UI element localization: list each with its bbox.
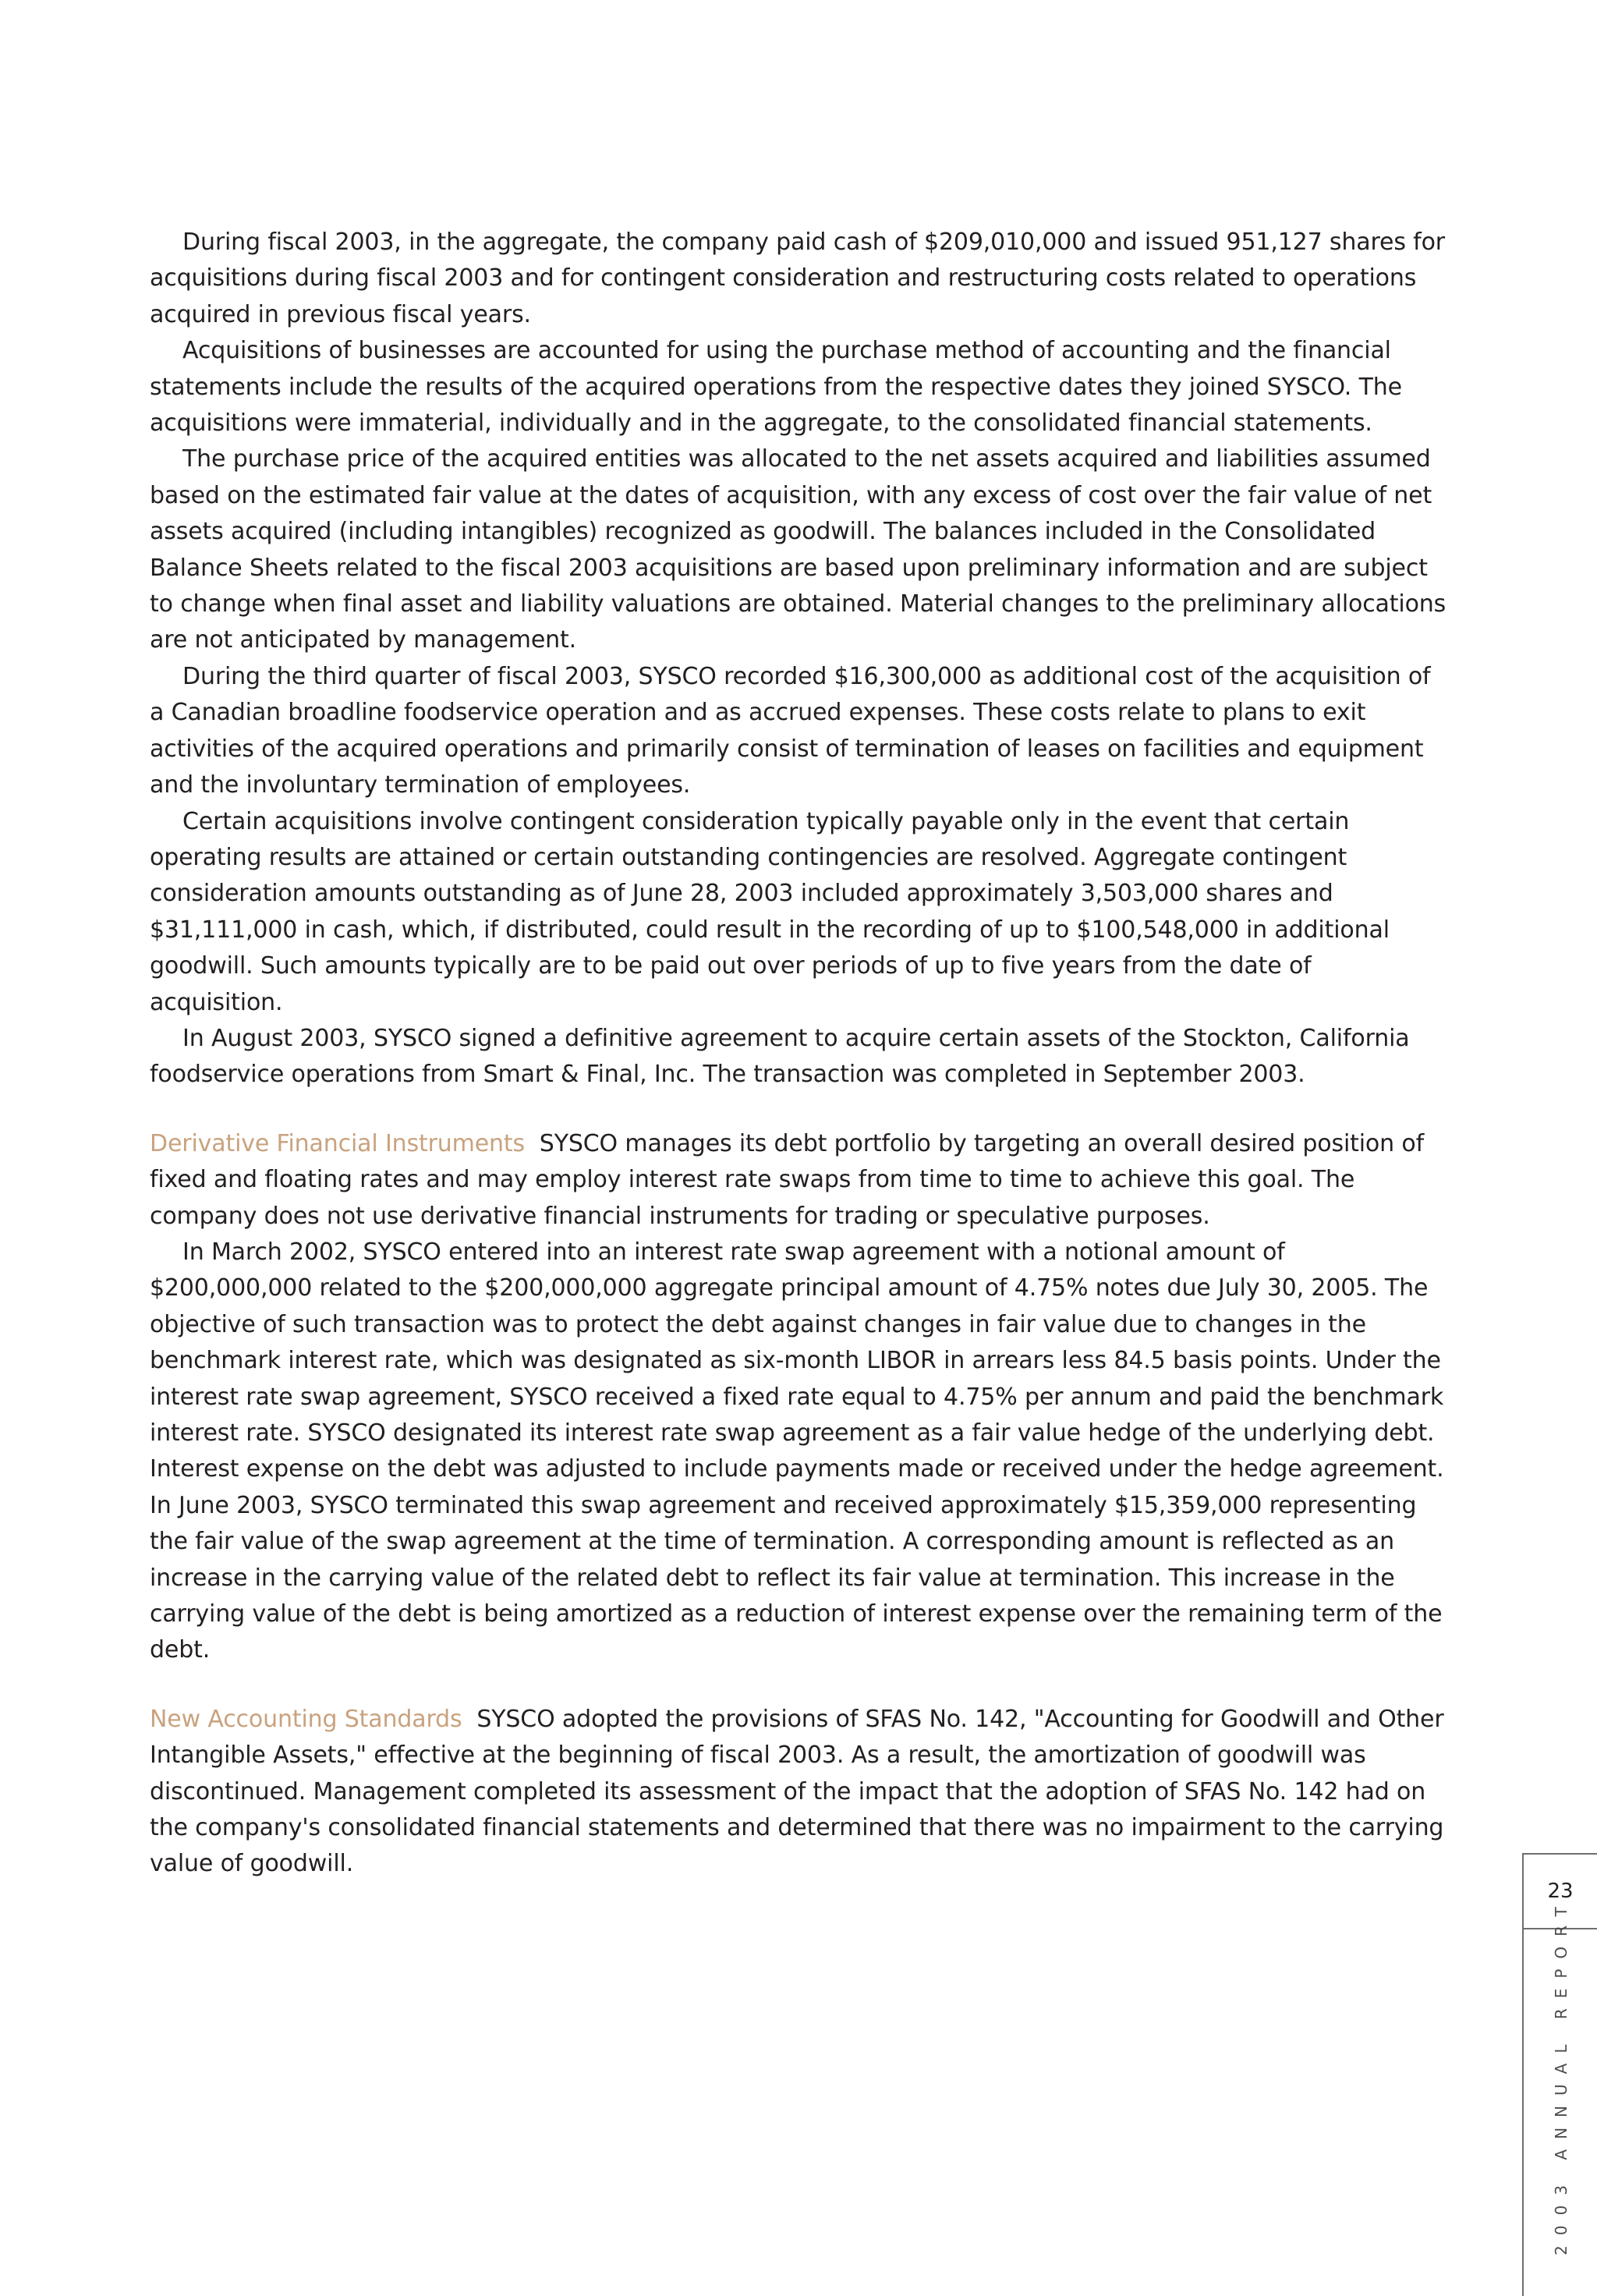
derivatives-lead-text: SYSCO manages its debt portfolio by targeting an overall desired position of fixed and floating rates and may employ interest rate swaps from time to time to achieve this goal. The company does not use derivative financial instruments for trading or speculative purposes. <box>150 1129 1425 1230</box>
paragraph-interest-rate-swap: In March 2002, SYSCO entered into an interest rate swap agreement with a notional amount of $200,000,000 related to the $200,000,000 aggregate principal amount of 4.75% notes due July 30, 2005. The objective of such transaction was to protect the debt against changes in fair value due to changes in the benchmark interest rate, which was designated as six-month LIBOR in arrears less 84.5 basis points. Under the interest rate swap agreement, SYSCO received a fixed rate equal to 4.75% per annum and paid the benchmark interest rate. SYSCO designated its interest rate swap agreement as a fair value hedge of the underlying debt. Interest expense on the debt was adjusted to include payments made or received under the hedge agreement. In June 2003, SYSCO terminated this swap agreement and received approximately $15,359,000 representing the fair value of the swap agreement at the time of termination. A corresponding amount is reflected as an increase in the carrying value of the related debt to reflect its fair value at termination. This increase in the carrying value of the debt is being amortized as a reduction of interest expense over the remaining term of the debt. <box>150 1238 1444 1664</box>
section-heading-derivatives: Derivative Financial Instruments <box>150 1129 526 1157</box>
page-tab <box>1522 1853 1597 2296</box>
paragraph-purchase-method: Acquisitions of businesses are accounted for using the purchase method of accounting and the financial statements include the results of the acquired operations from the respective dates they joined SYSCO. The acquisitions were immaterial, individually and in the aggregate, to the consolidated financial statements. <box>150 337 1402 438</box>
body-text <box>150 225 1447 1883</box>
paragraph-aggregate-acquisitions: During fiscal 2003, in the aggregate, the company paid cash of $209,010,000 and issued 951,127 shares for acquisitions during fiscal 2003 and for contingent consideration and restructuring costs related to operations acquired in previous fiscal years. <box>150 229 1445 328</box>
paragraph-derivatives-lead <box>150 1126 1447 1235</box>
paragraph-third-quarter: During the third quarter of fiscal 2003, SYSCO recorded $16,300,000 as additional cost of the acquisition of a Canadian broadline foodservice operation and as accrued expenses. These costs relate to plans to exit activities of the acquired operations and primarily consist of termination of leases on facilities and equipment and the involuntary termination of employees. <box>150 662 1431 799</box>
page-number: 23 <box>1547 1880 1574 1903</box>
standards-lead-text: SYSCO adopted the provisions of SFAS No. 142, "Accounting for Goodwill and Other Intangible Assets," effective at the beginning of fiscal 2003. As a result, the amortization of goodwill was discontinued. Management completed its assessment of the impact that the adoption of SFAS No. 142 had on the company's consolidated financial statements and determined that there was no impairment to the carrying value of goodwill. <box>150 1705 1444 1878</box>
paragraph-purchase-price: The purchase price of the acquired entities was allocated to the net assets acquired and liabilities assumed based on the estimated fair value at the dates of acquisition, with any excess of cost over the fair value of net assets acquired (including intangibles) recognized as goodwill. The balances included in the Consolidated Balance Sheets related to the fiscal 2003 acquisitions are based upon preliminary information and are subject to change when final asset and liability valuations are obtained. Material changes to the preliminary allocations are not anticipated by management. <box>150 445 1447 654</box>
paragraph-contingent-consideration: Certain acquisitions involve contingent consideration typically payable only in the event that certain operating results are attained or certain outstanding contingencies are resolved. Aggregate contingent consideration amounts outstanding as of June 28, 2003 included approximately 3,503,000 shares and $31,111,000 in cash, which, if distributed, could result in the recording of up to $100,548,000 in additional goodwill. Such amounts typically are to be paid out over periods of up to five years from the date of acquisition. <box>150 807 1390 1016</box>
section-derivatives <box>150 1126 1447 1669</box>
paragraph-stockton-agreement: In August 2003, SYSCO signed a definitive agreement to acquire certain assets of the Stockton, California foodservice operations from Smart & Final, Inc. The transaction was completed in September 2003. <box>150 1024 1410 1089</box>
annual-report-label: 2003 ANNUAL REPORT <box>1552 1897 1570 2255</box>
paragraph-standards-lead <box>150 1702 1447 1883</box>
section-accounting-standards <box>150 1702 1447 1883</box>
section-heading-standards: New Accounting Standards <box>150 1705 462 1733</box>
